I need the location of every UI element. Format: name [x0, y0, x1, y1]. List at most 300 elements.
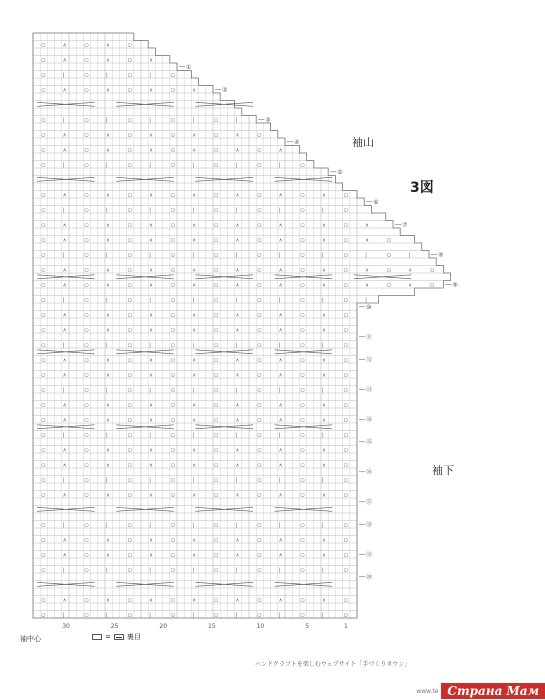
- stitch-symbol: |: [322, 477, 324, 484]
- stitch-symbol: |: [149, 117, 151, 124]
- stitch-symbol: ∧: [192, 222, 197, 229]
- stitch-symbol: ○: [257, 297, 262, 304]
- legend-equals: =: [105, 633, 111, 641]
- row-marker: ③: [265, 116, 271, 124]
- stitch-symbol: ○: [84, 297, 89, 304]
- stitch-symbol: |: [62, 72, 65, 79]
- stitch-symbol: |: [278, 297, 281, 304]
- column-numbers: [62, 623, 348, 630]
- stitch-symbol: ○: [170, 312, 176, 319]
- stitch-symbol: ○: [300, 267, 305, 274]
- stitch-symbol: ○: [300, 537, 305, 544]
- stitch-symbol: ○: [214, 537, 219, 544]
- stitch-symbol: ○: [127, 267, 132, 274]
- stitch-symbol: ○: [257, 597, 262, 604]
- stitch-symbol: ∧: [106, 57, 110, 64]
- stitch-symbol: |: [365, 252, 367, 259]
- stitch-symbol: |: [235, 387, 238, 394]
- stitch-symbol: |: [106, 252, 108, 259]
- stitch-symbol: ∧: [149, 552, 153, 559]
- stitch-symbol: ∧: [62, 447, 67, 454]
- stitch-symbol: ○: [257, 312, 262, 319]
- stitch-symbol: ∧: [106, 327, 110, 334]
- stitch-symbol: ○: [84, 387, 89, 394]
- stitch-symbol: ○: [41, 537, 46, 544]
- stitch-symbol: ○: [41, 147, 46, 154]
- stitch-symbol: ○: [300, 462, 305, 469]
- stitch-symbol: ○: [41, 387, 46, 394]
- stitch-symbol: ○: [41, 477, 46, 484]
- stitch-symbol: ∧: [192, 417, 197, 424]
- stitch-symbol: ○: [84, 192, 89, 199]
- stitch-symbol: ∧: [278, 312, 283, 319]
- cable-cross-mark: [195, 177, 253, 181]
- stitch-symbol: ○: [170, 402, 176, 409]
- stitch-symbol: |: [149, 567, 151, 574]
- stitch-symbol: ∧: [278, 147, 283, 154]
- stitch-symbol: |: [62, 297, 65, 304]
- stitch-symbol: ∧: [192, 357, 197, 364]
- stitch-symbol: ○: [343, 552, 348, 559]
- stitch-symbol: ∧: [106, 552, 110, 559]
- stitch-symbol: |: [278, 567, 281, 574]
- stitch-symbol: ∧: [322, 597, 326, 604]
- stitch-symbol: ○: [257, 462, 262, 469]
- stitch-symbol: ○: [343, 612, 348, 619]
- stitch-symbol: ○: [343, 447, 348, 454]
- footer-credit: ハンドクラフトを楽しむウェブサイト「手づくりタウン」: [255, 661, 411, 668]
- stitch-symbol: ○: [300, 192, 305, 199]
- legend-purl-label: 裏目: [126, 633, 141, 641]
- stitch-symbol: ○: [127, 417, 132, 424]
- cable-cross-mark: [37, 425, 95, 429]
- stitch-symbol: ○: [257, 612, 262, 619]
- stitch-symbol: ○: [127, 357, 132, 364]
- stitch-symbol: |: [192, 522, 195, 529]
- stitch-symbol: ○: [127, 567, 132, 574]
- stitch-symbol: ○: [343, 207, 348, 214]
- cable-cross-mark: [37, 507, 95, 511]
- stitch-symbol: ○: [41, 522, 46, 529]
- stitch-symbol: ○: [214, 357, 219, 364]
- stitch-symbol: ○: [257, 372, 262, 379]
- stitch-symbol: ○: [300, 297, 305, 304]
- stitch-symbol: ○: [343, 267, 348, 274]
- stitch-symbol: ∧: [192, 87, 197, 94]
- stitch-symbol: ○: [170, 492, 176, 499]
- stitch-symbol: ∧: [322, 537, 326, 544]
- stitch-symbol: ∧: [192, 537, 197, 544]
- stitch-symbol: |: [322, 207, 324, 214]
- stitch-symbol: ∧: [235, 372, 240, 379]
- column-number: 10: [256, 623, 265, 630]
- stitch-symbol: ∧: [149, 192, 153, 199]
- stitch-symbol: ∧: [278, 222, 283, 229]
- stitch-symbol: |: [62, 432, 65, 439]
- stitch-symbol: |: [106, 72, 108, 79]
- stitch-symbol: ○: [343, 222, 348, 229]
- stitch-symbol: ○: [84, 42, 89, 49]
- stitch-symbol: ○: [214, 417, 219, 424]
- stitch-symbol: ∧: [192, 237, 197, 244]
- stitch-symbol: ○: [41, 402, 46, 409]
- stitch-symbol: |: [192, 567, 195, 574]
- stitch-symbol: ○: [170, 612, 176, 619]
- row-marker: ⑥: [373, 198, 379, 206]
- stitch-symbol: ∧: [106, 597, 110, 604]
- stitch-symbol: ○: [127, 297, 132, 304]
- watermark-text: Страна Мам: [441, 683, 545, 699]
- stitch-symbol: ∧: [278, 192, 283, 199]
- stitch-symbol: ∧: [106, 42, 110, 49]
- stitch-symbol: ○: [214, 342, 219, 349]
- stitch-symbol: ○: [170, 342, 176, 349]
- stitch-symbol: ∧: [62, 132, 67, 139]
- stitch-symbol: ○: [214, 132, 219, 139]
- stitch-symbol: ∧: [106, 312, 110, 319]
- stitch-symbol: ∧: [278, 537, 283, 544]
- stitch-symbol: |: [235, 522, 238, 529]
- stitch-symbol: ∧: [235, 282, 240, 289]
- stitch-symbol: ∧: [149, 267, 153, 274]
- stitch-symbol: ○: [84, 132, 89, 139]
- stitch-symbol: ○: [170, 147, 176, 154]
- stitch-symbol: ○: [84, 222, 89, 229]
- stitch-symbol: ∧: [322, 492, 326, 499]
- stitch-symbol: ○: [214, 522, 219, 529]
- stitch-symbol: ∧: [149, 372, 153, 379]
- stitch-symbol: ○: [343, 477, 348, 484]
- stitch-symbol: ○: [170, 207, 176, 214]
- cable-cross-mark: [275, 582, 333, 586]
- stitch-symbol: ○: [127, 192, 132, 199]
- stitch-symbol: ∧: [62, 222, 67, 229]
- stitch-symbol: ○: [84, 567, 89, 574]
- stitch-symbol: ○: [127, 492, 132, 499]
- stitch-symbol: |: [106, 297, 108, 304]
- stitch-symbol: |: [62, 522, 65, 529]
- stitch-symbol: ○: [214, 282, 219, 289]
- stitch-symbol: ○: [84, 162, 89, 169]
- cable-cross-mark: [37, 275, 95, 279]
- stitch-symbol: ○: [41, 162, 46, 169]
- stitch-symbol: ○: [127, 612, 132, 619]
- stitch-symbol: ∧: [235, 492, 240, 499]
- stitch-symbol: ○: [170, 192, 176, 199]
- stitch-symbol: ∧: [192, 282, 197, 289]
- stitch-symbol: ○: [127, 147, 132, 154]
- stitch-symbol: ○: [386, 252, 392, 259]
- stitch-symbol: ○: [343, 192, 348, 199]
- stitch-symbol: ∧: [106, 267, 110, 274]
- stitch-symbol: ○: [170, 567, 176, 574]
- stitch-symbol: ○: [214, 267, 219, 274]
- stitch-symbol: |: [322, 297, 324, 304]
- stitch-symbol: ○: [300, 237, 305, 244]
- stitch-symbol: ○: [170, 417, 176, 424]
- stitch-symbol: ○: [257, 222, 262, 229]
- stitch-symbol: |: [278, 612, 281, 619]
- cable-cross-mark: [116, 507, 174, 511]
- row-markers: [179, 64, 458, 581]
- stitch-symbol: ∧: [62, 492, 67, 499]
- stitch-symbol: ○: [41, 267, 46, 274]
- stitch-symbol: ○: [214, 462, 219, 469]
- stitch-symbol: |: [278, 477, 281, 484]
- sleeve-cap-label: 袖山: [352, 136, 374, 149]
- stitch-symbol: ○: [127, 42, 132, 49]
- stitch-symbol: |: [192, 252, 195, 259]
- stitch-symbol: ∧: [235, 237, 240, 244]
- stitch-symbol: ○: [214, 402, 219, 409]
- stitch-symbol: |: [149, 162, 151, 169]
- stitch-symbol: ○: [300, 492, 305, 499]
- stitch-symbol: ∧: [62, 57, 67, 64]
- stitch-symbol: ○: [257, 402, 262, 409]
- stitch-symbol: ∧: [278, 237, 283, 244]
- stitch-symbol: |: [192, 207, 195, 214]
- cable-cross-mark: [195, 582, 253, 586]
- stitch-symbol: |: [62, 162, 65, 169]
- stitch-symbol: ○: [257, 192, 262, 199]
- stitch-symbol: |: [278, 387, 281, 394]
- stitch-symbol: ○: [300, 357, 305, 364]
- stitch-symbol: ○: [343, 537, 348, 544]
- stitch-symbol: ∧: [322, 267, 326, 274]
- stitch-symbol: |: [62, 252, 65, 259]
- stitch-symbol: ○: [84, 612, 89, 619]
- stitch-symbol: ○: [127, 312, 132, 319]
- cable-cross-mark: [37, 177, 95, 181]
- stitch-symbol: ○: [343, 402, 348, 409]
- stitch-symbol: ○: [300, 387, 305, 394]
- stitch-symbol: ∧: [62, 462, 67, 469]
- stitch-symbol: ○: [257, 252, 262, 259]
- stitch-symbol: ○: [41, 447, 46, 454]
- stitch-symbol: |: [235, 567, 238, 574]
- stitch-symbol: ○: [41, 432, 46, 439]
- stitch-symbol: ○: [257, 492, 262, 499]
- stitch-symbol: ○: [84, 237, 89, 244]
- stitch-symbol: ∧: [322, 282, 326, 289]
- stitch-symbol: ○: [257, 567, 262, 574]
- row-marker: ⑱: [366, 521, 373, 529]
- stitch-symbol: ○: [386, 282, 392, 289]
- stitch-symbol: ○: [41, 207, 46, 214]
- stitch-symbol: ○: [41, 192, 46, 199]
- row-marker: ⑨: [452, 281, 458, 289]
- stitch-symbol: ∧: [278, 462, 283, 469]
- stitch-symbol: ○: [41, 597, 46, 604]
- stitch-symbol: ○: [257, 342, 262, 349]
- symbol-legend: [92, 632, 141, 642]
- stitch-symbol: ○: [84, 87, 89, 94]
- stitch-symbol: ○: [41, 282, 46, 289]
- stitch-symbol: ○: [257, 327, 262, 334]
- stitch-symbol: |: [106, 342, 108, 349]
- stitch-symbol: |: [62, 567, 65, 574]
- stitch-symbol: ∧: [149, 87, 153, 94]
- stitch-symbol: ○: [170, 522, 176, 529]
- stitch-symbol: ○: [170, 297, 176, 304]
- stitch-symbol: ○: [41, 42, 46, 49]
- stitch-symbol: ○: [127, 462, 132, 469]
- stitch-symbol: ○: [170, 537, 176, 544]
- stitch-symbol: ○: [170, 282, 176, 289]
- stitch-symbol: |: [149, 297, 151, 304]
- stitch-symbol: ∧: [278, 267, 283, 274]
- stitch-symbol: ∧: [192, 492, 197, 499]
- stitch-symbol: ○: [343, 327, 348, 334]
- stitch-symbol: ○: [214, 147, 219, 154]
- stitch-symbol: |: [408, 252, 411, 259]
- stitch-symbol: ○: [257, 267, 262, 274]
- stitch-symbol: ∧: [149, 492, 153, 499]
- column-number: 20: [159, 623, 168, 630]
- stitch-symbol: ○: [214, 387, 219, 394]
- stitch-symbol: |: [365, 297, 367, 304]
- stitch-symbol: ○: [214, 237, 219, 244]
- cable-cross-mark: [37, 350, 95, 354]
- stitch-symbol: ○: [214, 612, 219, 619]
- stitch-symbol: ∧: [365, 282, 369, 289]
- stitch-symbol: ○: [386, 267, 392, 274]
- stitch-symbol: ∧: [192, 372, 197, 379]
- stitch-symbol: ○: [430, 267, 435, 274]
- stitch-symbol: ∧: [62, 312, 67, 319]
- stitch-symbol: ○: [170, 552, 176, 559]
- stitch-symbol: ○: [127, 537, 132, 544]
- stitch-symbol: ○: [41, 372, 46, 379]
- stitch-symbol: ∧: [62, 417, 67, 424]
- stitch-symbol: ∧: [278, 597, 283, 604]
- stitch-symbol: |: [149, 612, 151, 619]
- cable-cross-mark: [37, 102, 95, 106]
- stitch-symbol: |: [278, 522, 281, 529]
- stitch-symbol: ∧: [235, 462, 240, 469]
- stitch-symbol: ○: [170, 267, 176, 274]
- stitch-symbol: ∧: [278, 417, 283, 424]
- stitch-symbol: ∧: [149, 597, 153, 604]
- row-marker: ⑰: [366, 498, 373, 506]
- stitch-symbol: ∧: [235, 357, 240, 364]
- stitch-symbol: ○: [170, 357, 176, 364]
- cable-crossing-bands: [37, 102, 411, 586]
- stitch-symbol: ○: [300, 522, 305, 529]
- stitch-symbol: ∧: [408, 282, 413, 289]
- stitch-symbol: |: [235, 477, 238, 484]
- stitch-symbol: ○: [170, 372, 176, 379]
- stitch-symbol: |: [235, 207, 238, 214]
- stitch-symbol: ○: [214, 477, 219, 484]
- stitch-symbol: ○: [41, 252, 46, 259]
- stitch-symbol: ∧: [192, 147, 197, 154]
- stitch-symbol: ○: [214, 252, 219, 259]
- stitch-symbol: ∧: [149, 147, 153, 154]
- stitch-symbol: ○: [127, 552, 132, 559]
- stitch-symbol: ○: [84, 552, 89, 559]
- stitch-symbol: ○: [257, 432, 262, 439]
- stitch-symbol: ○: [343, 342, 348, 349]
- cable-cross-mark: [195, 425, 253, 429]
- stitch-symbol: ○: [41, 612, 46, 619]
- stitch-symbol: ○: [214, 297, 219, 304]
- stitch-symbol: ○: [214, 372, 219, 379]
- stitch-symbol: ∧: [149, 402, 153, 409]
- stitch-symbol: ○: [430, 282, 435, 289]
- stitch-symbol: ○: [170, 237, 176, 244]
- stitch-symbol: ○: [127, 117, 132, 124]
- stitch-symbol: ○: [41, 462, 46, 469]
- stitch-symbol: ∧: [62, 282, 67, 289]
- stitch-symbol: ○: [300, 447, 305, 454]
- stitch-symbol: ○: [41, 222, 46, 229]
- stitch-symbol: ○: [127, 282, 132, 289]
- stitch-symbol: ○: [127, 72, 132, 79]
- row-marker: ⑬: [366, 386, 373, 394]
- stitch-symbol: ○: [84, 477, 89, 484]
- stitch-symbol: |: [235, 117, 238, 124]
- stitch-symbol: |: [192, 162, 195, 169]
- stitch-symbol: ○: [127, 327, 132, 334]
- stitch-symbol: ○: [84, 267, 89, 274]
- stitch-symbol: ∧: [235, 132, 240, 139]
- stitch-symbol: ○: [300, 417, 305, 424]
- stitch-symbol: |: [106, 477, 108, 484]
- stitch-symbol: ∧: [235, 147, 240, 154]
- knit-stitch-symbol: [92, 634, 102, 640]
- stitch-symbol: ○: [257, 387, 262, 394]
- stitch-symbol: ○: [343, 252, 348, 259]
- row-marker: ⑮: [366, 438, 373, 446]
- stitch-symbol: ○: [343, 522, 348, 529]
- stitch-symbol: ○: [84, 522, 89, 529]
- stitch-symbol: ∧: [149, 357, 153, 364]
- stitch-symbol: ∧: [106, 222, 110, 229]
- purl-stitch-symbol: [114, 634, 124, 640]
- stitch-symbol: ○: [343, 462, 348, 469]
- stitch-symbol: ○: [214, 597, 219, 604]
- stitch-symbol: ○: [343, 597, 348, 604]
- stitch-symbol: ∧: [62, 267, 67, 274]
- stitch-symbol: ○: [84, 282, 89, 289]
- stitch-symbol: ∧: [149, 312, 153, 319]
- stitch-symbol: ∧: [106, 237, 110, 244]
- stitch-symbol: ∧: [192, 327, 197, 334]
- stitch-symbol: ∧: [278, 282, 283, 289]
- stitch-symbol: ○: [343, 312, 348, 319]
- stitch-symbol: ○: [214, 552, 219, 559]
- stitch-symbol: ○: [127, 237, 132, 244]
- stitch-symbol: ∧: [235, 552, 240, 559]
- stitch-symbol: ○: [84, 207, 89, 214]
- row-marker: ⑦: [402, 221, 408, 229]
- stitch-symbol: ○: [84, 492, 89, 499]
- stitch-symbol: ∧: [149, 237, 153, 244]
- column-number: 25: [110, 623, 119, 630]
- stitch-symbol: ○: [343, 282, 348, 289]
- stitch-symbol: ○: [257, 162, 262, 169]
- stitch-symbol: ○: [300, 477, 305, 484]
- stitch-symbol: ∧: [192, 597, 197, 604]
- stitch-symbol: |: [322, 252, 324, 259]
- stitch-symbol: ○: [41, 297, 46, 304]
- stitch-symbol: ○: [84, 462, 89, 469]
- stitch-symbol: ∧: [62, 327, 67, 334]
- stitch-symbol: ∧: [278, 552, 283, 559]
- stitch-symbol: ○: [300, 597, 305, 604]
- column-number: 15: [208, 623, 216, 630]
